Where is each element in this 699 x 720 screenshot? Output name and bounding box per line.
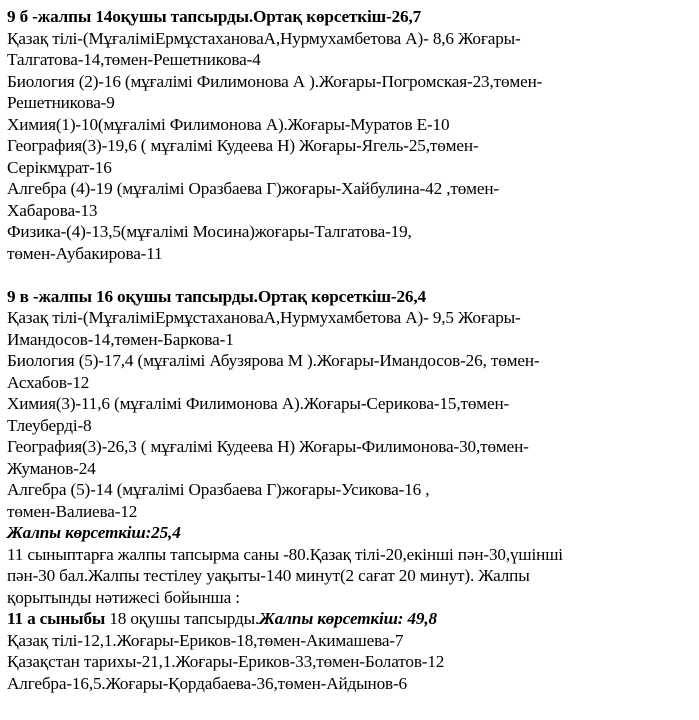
section-9b-line: Талгатова-14,төмен-Решетникова-4 [7, 50, 261, 69]
section-9v-line: Тлеуберді-8 [7, 415, 92, 435]
section-9v-line: төмен-Валиева-12 [7, 501, 138, 521]
grade11-intro-line: қорытынды нәтижесі бойынша : [7, 587, 240, 607]
section-11a-heading [7, 608, 697, 630]
section-11a-total: Жалпы көрсеткіш: 49,8 [259, 609, 437, 628]
section-9b-line: Физика-(4)-13,5(мұғалімі Мосина)жоғары-Талгатова-19, [7, 222, 412, 241]
grade11-intro-line: пән-30 бал.Жалпы тестілеу уақыты-140 минут(2 сағат 20 минут). Жалпы [7, 566, 530, 585]
section-9b-line: Серікмұрат-16 [7, 157, 112, 177]
section-9v-line: Алгебра (5)-14 (мұғалімі Оразбаева Г)жоғары-Усикова-16 , [7, 480, 430, 499]
section-9v-line: Жуманов-24 [7, 458, 96, 478]
section-11a-count: 18 оқушы тапсырды. [109, 609, 260, 628]
section-9v-line: Қазақ тілі-(МұғаліміЕрмұстахановаА,Нурмухамбетова А)- 9,5 Жоғары- [7, 308, 521, 327]
section-11a-line: Қазақстан тарихы-21,1.Жоғары-Ериков-33,төмен-Болатов-12 [7, 652, 445, 671]
section-9b-line: Решетникова-9 [7, 93, 115, 112]
section-9b-line: Химия(1)-10(мұғалімі Филимонова А).Жоғары-Муратов Е-10 [7, 114, 450, 134]
section-9b-line: Қазақ тілі-(МұғаліміЕрмұстахановаА,Нурмухамбетова А)- 8,6 Жоғары- [7, 28, 521, 48]
section-9b-heading: 9 б -жалпы 14оқушы тапсырды.Ортақ көрсеткіш-26,7 [7, 7, 422, 26]
section-11a-class: 11 а сыныбы [7, 609, 110, 628]
section-11a-line: Алгебра-16,5.Жоғары-Қордабаева-36,төмен-Айдынов-6 [7, 673, 408, 693]
section-9b-line: Хабарова-13 [7, 200, 98, 220]
blank-line [7, 264, 697, 286]
section-9v-line: Асхабов-12 [7, 372, 90, 392]
section-9v-line: Биология (5)-17,4 (мұғалімі Абузярова М ).Жоғары-Имандосов-26, төмен- [7, 351, 540, 370]
section-11a-line: Қазақ тілі-12,1.Жоғары-Ериков-18,төмен-Акимашева-7 [7, 630, 404, 650]
section-9v-total: Жалпы көрсеткіш:25,4 [7, 523, 181, 542]
section-9b-line: Биология (2)-16 (мұғалімі Филимонова А ).Жоғары-Погромская-23,төмен- [7, 71, 543, 91]
section-9b-line: төмен-Аубакирова-11 [7, 243, 163, 263]
section-9v-line: Химия(3)-11,6 (мұғалімі Филимонова А).Жоғары-Серикова-15,төмен- [7, 394, 510, 413]
section-9b-line: География(3)-19,6 ( мұғалімі Кудеева Н) Жоғары-Ягель-25,төмен- [7, 136, 479, 155]
section-9v-heading: 9 в -жалпы 16 оқушы тапсырды.Ортақ көрсеткіш-26,4 [7, 286, 426, 306]
section-9b-line: Алгебра (4)-19 (мұғалімі Оразбаева Г)жоғары-Хайбулина-42 ,төмен- [7, 179, 499, 198]
section-9v-line: География(3)-26,3 ( мұғалімі Кудеева Н) Жоғары-Филимонова-30,төмен- [7, 437, 529, 456]
grade11-intro-line: 11 сыныптарға жалпы тапсырма саны -80.Қазақ тілі-20,екінші пән-30,үшінші [7, 544, 563, 564]
section-9v-line: Имандосов-14,төмен-Баркова-1 [7, 329, 234, 349]
document-body [7, 6, 697, 694]
